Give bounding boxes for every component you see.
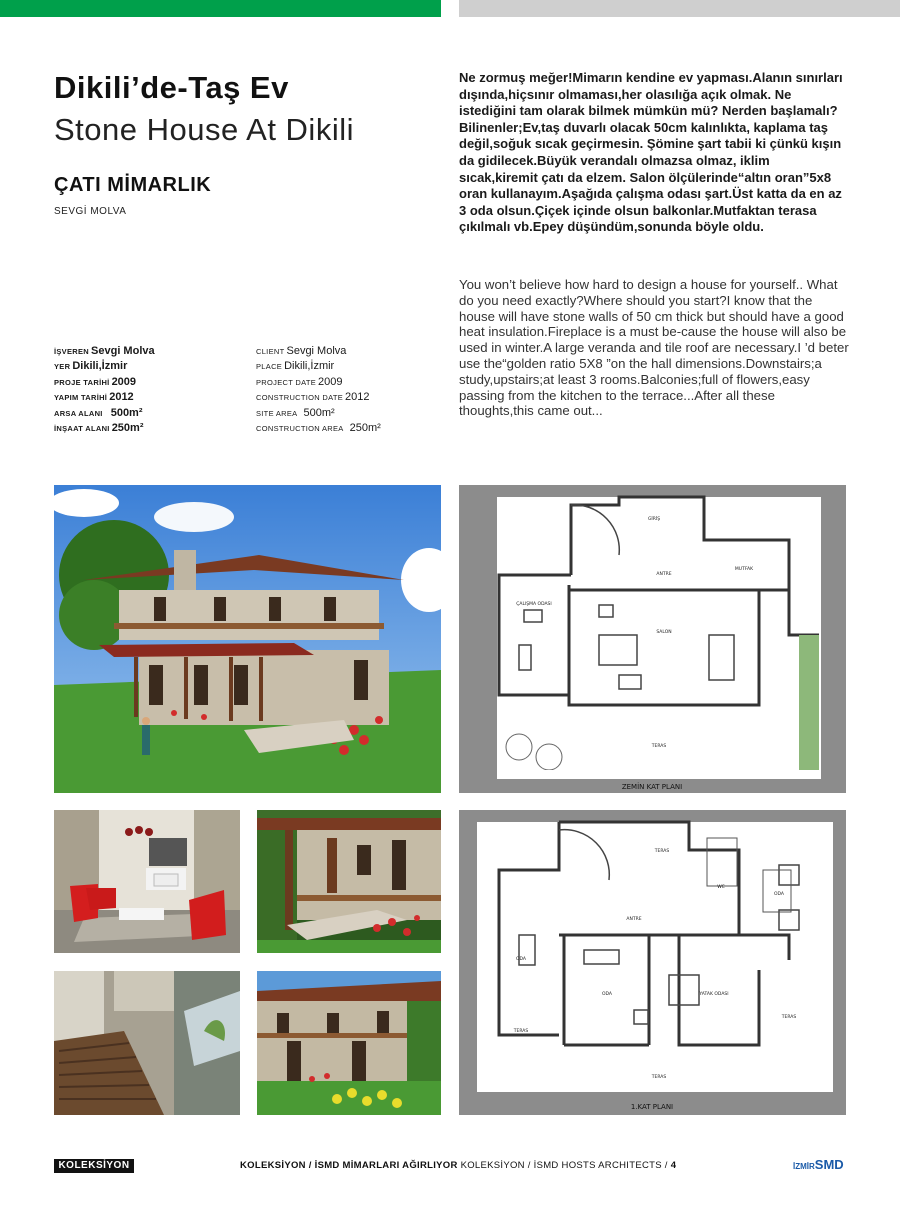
- top-grey-bar: [459, 0, 900, 17]
- plan-room-label: ODA: [773, 892, 785, 897]
- info-row: CLIENT Sevgi Molva: [256, 345, 347, 357]
- plan-caption: ZEMİN KAT PLANI: [621, 783, 683, 791]
- info-row: CONSTRUCTION AREA 250m²: [256, 422, 381, 435]
- koleksiyon-logo: KOLEKSİYON: [54, 1159, 134, 1173]
- interior-living-render: [54, 810, 240, 953]
- plan-room-label: TERAS: [513, 1029, 529, 1034]
- title-english: Stone House At Dikili: [54, 112, 354, 147]
- garden-render: [257, 971, 441, 1115]
- page-number: 4: [670, 1160, 677, 1171]
- veranda-render: [257, 810, 441, 953]
- info-row: İNŞAAT ALANI 250m²: [54, 422, 144, 435]
- plan-room-label: TERAS: [651, 1075, 667, 1080]
- body-text-english: You won’t believe how hard to design a house for yourself.. What do you need exactly?Where should you start?I know that the house will have stone walls of 50 cm thick but should have a good heat insulation.Fireplace is a must be-cause the house will also be used in winter.A large veranda and tile roof are necessary.I ’d beter use the“golden ratio 5X8 ”on the hall dimensions.Downstairs;a study,upstairs;at least 3 rooms.Balconies;full of flowers,easy passing from the kitchen to the terrace...After all these thoughts,this came out...: [459, 277, 849, 419]
- author-name: SEVGİ MOLVA: [54, 206, 127, 217]
- info-row: PROJECT DATE 2009: [256, 375, 343, 388]
- plan-room-label: ANTRE: [656, 572, 672, 577]
- plan-room-label: SALON: [656, 630, 672, 635]
- plan-room-label: YATAK ODASI: [699, 992, 729, 997]
- title-turkish: Dikili’de-Taş Ev: [54, 70, 289, 105]
- plan-room-label: TERAS: [781, 1015, 797, 1020]
- info-row: YER Dikili,İzmir: [54, 360, 128, 373]
- staircase-render: [54, 971, 240, 1115]
- info-row: CONSTRUCTION DATE 2012: [256, 391, 370, 404]
- firm-name: ÇATI MİMARLIK: [54, 174, 212, 196]
- plan-room-label: TERAS: [654, 849, 670, 854]
- ground-floor-plan: [459, 485, 846, 793]
- info-row: SITE AREA 500m²: [256, 406, 335, 419]
- plan-room-label: ODA: [515, 957, 527, 962]
- plan-caption: 1.KAT PLANI: [630, 1103, 674, 1111]
- plan-room-label: WC: [717, 885, 725, 890]
- project-info-turkish: [54, 344, 254, 436]
- project-info-english: [256, 344, 456, 436]
- plan-room-label: GİRİŞ: [647, 517, 661, 522]
- footer-running-title: KOLEKSİYON / İSMD MİMARLARI AĞIRLIYOR KOLEKSİYON / İSMD HOSTS ARCHITECTS / 4: [240, 1160, 677, 1171]
- first-floor-plan: [459, 810, 846, 1115]
- info-row: İŞVEREN Sevgi Molva: [54, 345, 155, 357]
- plan-room-label: ANTRE: [626, 917, 642, 922]
- info-row: ARSA ALANI 500m²: [54, 406, 143, 419]
- exterior-render-main: [54, 485, 441, 793]
- top-green-bar: [0, 0, 441, 17]
- info-row: PLACE Dikili,İzmir: [256, 360, 335, 373]
- body-text-turkish: Ne zormuş meğer!Mimarın kendine ev yapması.Alanın sınırları dışında,hiçsınır olmaması,her olasılığa açık olmak. Ne istediğini tam olarak bilmek mümkün mü? Nerden başlamalı?Bilinenler;Ev,taş duvarlı olacak 50cm kalınlıkta, kaplama taş değil,soğuk sıcak geçirmesin. Şömine şart tabii ki çünkü kışın da gidilecek.Büyük verandalı olmazsa olmaz, iklim sıcak,kiremit çatı da elzem. Salon ölçülerinde“altın oran”5x8 oran kullanayım.Aşağıda çalışma odası şart.Üst katta da en az 3 oda olsun.Çiçek içinde olsun balkonlar.Mutfaktan terasa çıkılmalı vb.Epey düşündüm,sonunda böyle oldu.: [459, 70, 843, 235]
- izmir-smd-logo: İZMİRSMD: [793, 1157, 844, 1172]
- plan-room-label: TERAS: [651, 744, 667, 749]
- info-row: YAPIM TARİHİ 2012: [54, 391, 134, 404]
- plan-room-label: MUTFAK: [734, 567, 754, 572]
- info-row: PROJE TARİHİ 2009: [54, 375, 137, 388]
- plan-room-label: ODA: [601, 992, 613, 997]
- plan-room-label: ÇALIŞMA ODASI: [516, 602, 552, 607]
